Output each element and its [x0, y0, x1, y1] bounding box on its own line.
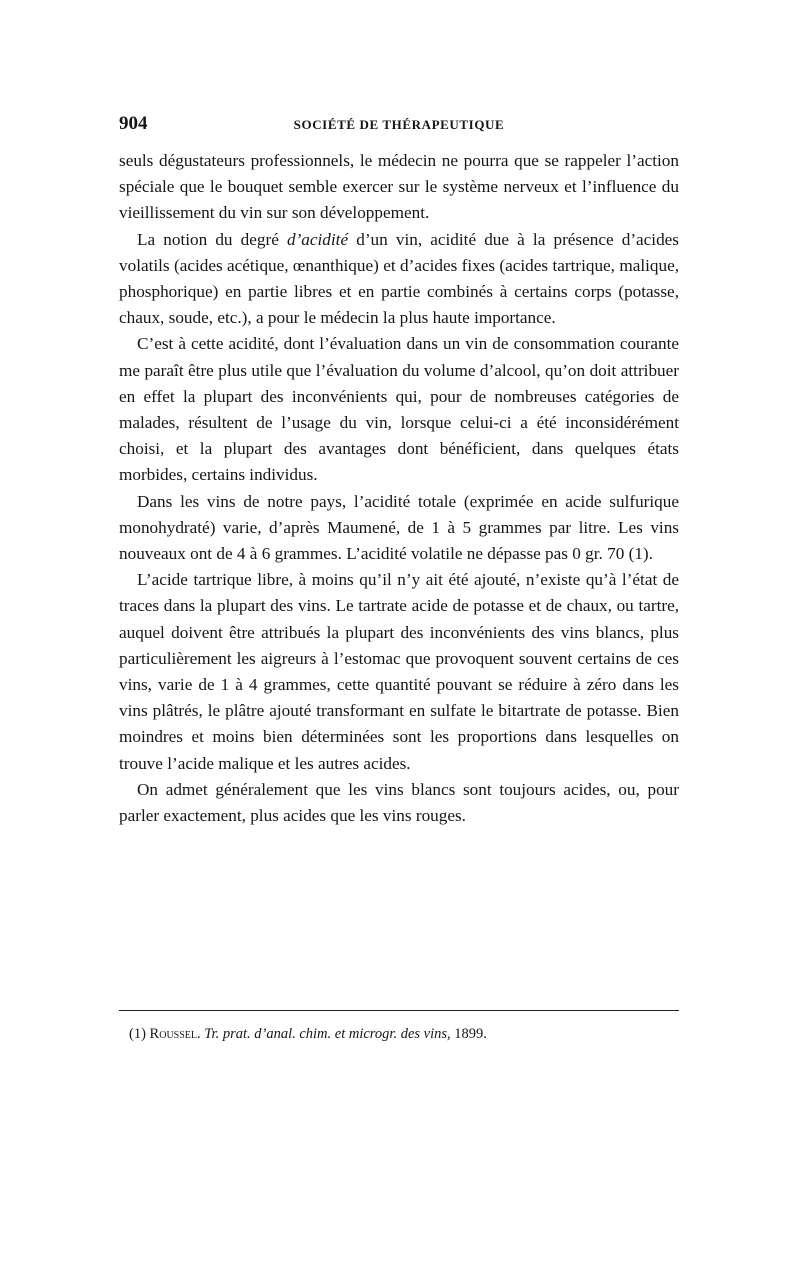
footnote-divider — [119, 1010, 679, 1011]
paragraph-4: Dans les vins de notre pays, l’acidité totale (exprimée en acide sulfurique monohydraté) varie, d’après Maumené, de 1 à 5 grammes par litre. Les vins nouveaux ont de 4 à 6 grammes. L’acidité volatile ne dépasse pas 0 gr. 70 (1). — [119, 491, 679, 564]
paragraph-2-rest: d’un vin, acidité due à la présence d’acides volatils (acides acétique, œnanthique) et d’acides fixes (acides tartrique, malique, phosphorique) en partie libres et en partie combinés à certains corps (potasse, chaux, soude, etc.), a pour le médecin la plus haute importance. — [119, 229, 679, 328]
footnote-year: 1899. — [454, 1026, 487, 1042]
paragraph-1: seuls dégustateurs professionnels, le médecin ne pourra que se rappeler l’action spéciale que le bouquet semble exercer sur le système nerveux et l’influence du vieillissement du vin sur son développement. — [119, 151, 679, 223]
paragraph-2-emphasis: d’acidité — [286, 229, 349, 249]
paragraph-6: On admet généralement que les vins blancs sont toujours acides, ou, pour parler exactement, plus acides que les vins rouges. — [119, 779, 679, 826]
body-text — [119, 148, 679, 829]
running-head: SOCIÉTÉ DE THÉRAPEUTIQUE — [293, 117, 505, 132]
paragraph-3: C’est à cette acidité, dont l’évaluation dans un vin de consommation courante me paraît être plus utile que l’évaluation du volume d’alcool, qu’on doit attribuer en effet la plupart des inconvénients qui, pour de nombreuses catégories de malades, résultent de l’usage du vin, lorsque celui-ci a été inconsidérément choisi, et la plupart des avantages dont bénéficient, dans quelques états morbides, certains individus. — [119, 334, 679, 485]
paragraph-2-lead: La notion du degré — [137, 229, 287, 249]
paragraph-2 — [119, 227, 679, 332]
footnote-marker: (1) — [129, 1026, 146, 1042]
paragraph-5: L’acide tartrique libre, à moins qu’il n’y ait été ajouté, n’existe qu’à l’état de traces dans la plupart des vins. Le tartrate acide de potasse et de chaux, ou tartre, auquel doivent être attribués la plupart des inconvénients des vins blancs, plus particulièrement les aigreurs à l’estomac que provoquent souvent certains de ces vins, varie de 1 à 4 grammes, cette quantité pouvant se réduire à zéro dans les vins plâtrés, le plâtre ajouté transformant en sulfate le bitartrate de potasse. Bien moindres et moins bien déterminées sont les proportions dans lesquelles on trouve l’acide malique et les autres acides. — [119, 570, 679, 773]
document-page — [119, 0, 679, 1262]
footnote — [129, 1024, 679, 1044]
page-number: 904 — [119, 113, 148, 134]
footnote-title: Tr. prat. d’anal. chim. et microgr. des vins, — [204, 1026, 451, 1042]
footnote-author: Roussel. — [149, 1026, 201, 1042]
page-header — [119, 113, 679, 137]
